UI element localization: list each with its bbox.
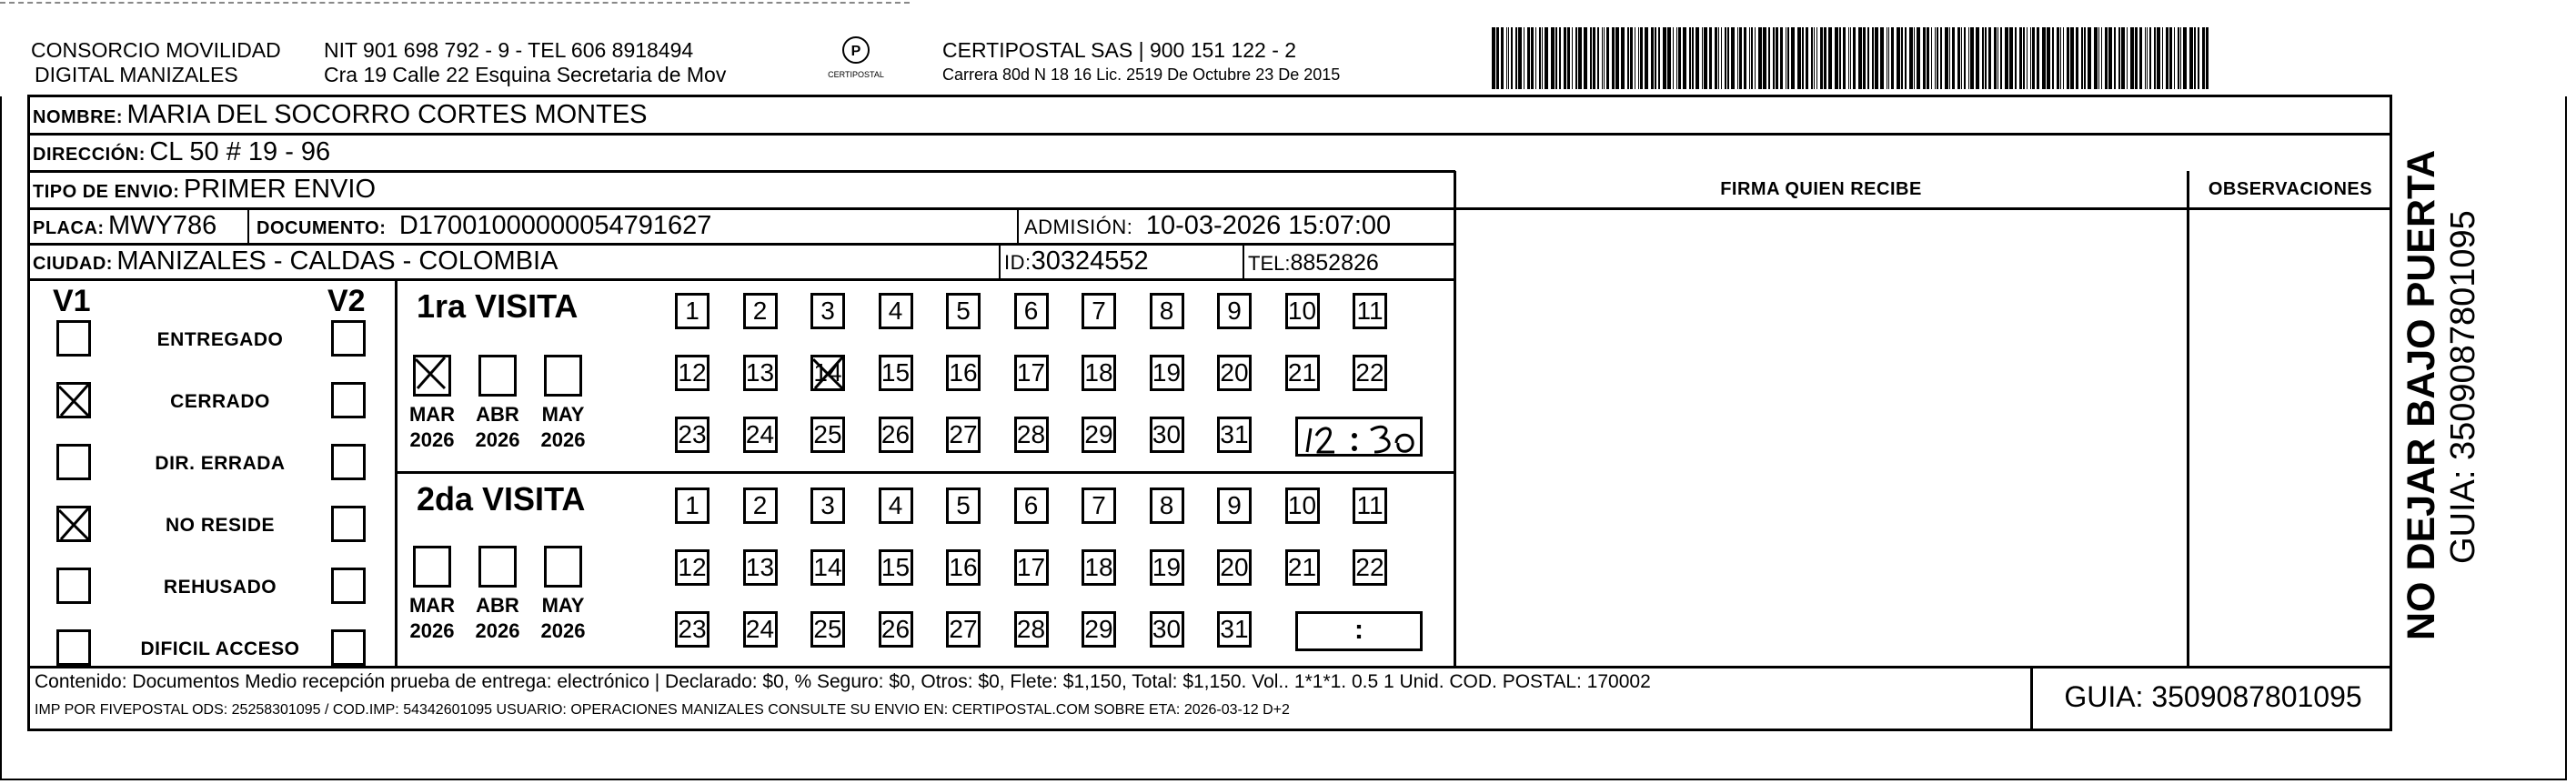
day-box[interactable]: 25 [810, 611, 845, 648]
day-box[interactable]: 6 [1014, 487, 1049, 524]
status-v2-checkbox[interactable] [331, 382, 366, 418]
status-label: CERRADO [170, 391, 270, 412]
status-v1-checkbox[interactable] [56, 568, 91, 604]
certipostal-logo [824, 35, 888, 79]
month-checkbox[interactable] [478, 546, 517, 588]
admision-label: ADMISIÓN: [1024, 216, 1133, 238]
status-label: REHUSADO [163, 577, 277, 598]
footer-guia: GUIA: 3509087801095 [2064, 680, 2362, 713]
nombre-label: NOMBRE: [33, 107, 124, 127]
tel-label: TEL: [1248, 252, 1291, 275]
tel-cell [1248, 250, 1379, 276]
status-label: ENTREGADO [156, 329, 284, 350]
status-v1-checkbox[interactable] [56, 444, 91, 480]
nombre-value: MARIA DEL SOCORRO CORTES MONTES [126, 100, 648, 129]
day-box[interactable]: 1 [675, 293, 709, 329]
day-box[interactable]: 13 [743, 549, 778, 586]
status-label: DIFICIL ACCESO [140, 638, 300, 659]
day-box[interactable]: 11 [1353, 293, 1387, 329]
svg-text:P: P [850, 44, 861, 59]
day-box[interactable]: 30 [1150, 611, 1184, 648]
day-box[interactable]: 31 [1217, 417, 1252, 453]
month-label: MAY [541, 403, 585, 426]
placa-label: PLACA: [33, 218, 105, 238]
day-box[interactable]: 20 [1217, 549, 1252, 586]
day-box[interactable]: 19 [1150, 549, 1184, 586]
check-mark-icon [55, 381, 92, 419]
id-value: 30324552 [1031, 246, 1149, 276]
first-visit-time-box[interactable] [1295, 417, 1423, 457]
footer-contenido: Contenido: Documentos Medio recepción prueba de entrega: electrónico | Declarado: $0, % Seguro: $0, Otros: $0, Flete: $1,150, Total: $1,150. Vol.. 1*1*1. 0.5 1 Unid. COD. POSTAL: 170002 [35, 671, 1651, 692]
day-box[interactable]: 22 [1353, 549, 1387, 586]
day-box[interactable]: 19 [1150, 355, 1184, 391]
day-box[interactable]: 23 [675, 611, 709, 648]
day-box[interactable]: 7 [1082, 487, 1116, 524]
status-v1-checkbox[interactable] [56, 382, 91, 418]
day-box[interactable]: 18 [1082, 549, 1116, 586]
documento-label: DOCUMENTO: [257, 218, 387, 238]
year-label: 2026 [540, 619, 586, 642]
day-box[interactable]: 15 [879, 549, 913, 586]
day-box[interactable]: 16 [946, 549, 981, 586]
day-box[interactable]: 1 [675, 487, 709, 524]
day-box[interactable]: 24 [743, 417, 778, 453]
day-box[interactable]: 5 [946, 293, 981, 329]
day-box[interactable]: 24 [743, 611, 778, 648]
tipo-label: TIPO DE ENVIO: [33, 182, 180, 202]
day-box[interactable]: 29 [1082, 611, 1116, 648]
check-mark-icon [810, 354, 846, 392]
company-contact [324, 38, 726, 87]
year-label: 2026 [409, 428, 455, 451]
status-label: DIR. ERRADA [155, 453, 286, 474]
second-visit-time-box[interactable] [1295, 611, 1423, 651]
day-box[interactable]: 21 [1285, 355, 1320, 391]
day-box[interactable]: 27 [946, 611, 981, 648]
day-box[interactable]: 15 [879, 355, 913, 391]
day-box[interactable]: 5 [946, 487, 981, 524]
admision-cell [1024, 211, 1391, 241]
day-box[interactable]: 14 [810, 355, 845, 391]
day-box[interactable]: 27 [946, 417, 981, 453]
month-checkbox[interactable] [544, 546, 582, 588]
status-v2-checkbox[interactable] [331, 629, 366, 666]
month-checkbox[interactable] [478, 355, 517, 397]
company-line-1: CONSORCIO MOVILIDAD [31, 38, 281, 62]
day-box[interactable]: 31 [1217, 611, 1252, 648]
month-checkbox[interactable] [413, 546, 451, 588]
firma-header: FIRMA QUIEN RECIBE [1720, 179, 1922, 199]
day-box[interactable]: 14 [810, 549, 845, 586]
carrier-line-2: Carrera 80d N 18 16 Lic. 2519 De Octubre 23 De 2015 [942, 65, 1341, 84]
day-box[interactable]: 3 [810, 487, 845, 524]
day-box[interactable]: 2 [743, 293, 778, 329]
status-v1-checkbox[interactable] [56, 320, 91, 357]
status-label: NO RESIDE [165, 515, 276, 536]
day-box[interactable]: 13 [743, 355, 778, 391]
status-v1-checkbox[interactable] [56, 506, 91, 542]
observaciones-header: OBSERVACIONES [2208, 179, 2373, 199]
direccion-value: CL 50 # 19 - 96 [149, 137, 331, 166]
admision-value: 10-03-2026 15:07:00 [1145, 211, 1392, 240]
day-box[interactable]: 25 [810, 417, 845, 453]
v1-header: V1 [53, 284, 91, 318]
nombre-row [33, 100, 648, 130]
carrier-info [942, 38, 1340, 86]
status-v2-checkbox[interactable] [331, 320, 366, 357]
day-box[interactable]: 17 [1014, 355, 1049, 391]
ciudad-label: CIUDAD: [33, 254, 113, 274]
month-label: MAR [408, 403, 456, 426]
side-warning: NO DEJAR BAJO PUERTA [2400, 149, 2443, 640]
month-checkbox[interactable] [544, 355, 582, 397]
company-name [31, 38, 281, 87]
day-box[interactable]: 4 [879, 293, 913, 329]
cut-line [0, 2, 910, 4]
day-box[interactable]: 2 [743, 487, 778, 524]
footer-imp: IMP POR FIVEPOSTAL ODS: 25258301095 / COD.IMP: 54342601095 USUARIO: OPERACIONES MANIZALES CONSULTE SU ENVIO EN: CERTIPOSTAL.COM SOBRE ETA: 2026-03-12 D+2 [35, 702, 1290, 718]
status-v2-checkbox[interactable] [331, 444, 366, 480]
second-visit-time-value: : [1354, 615, 1363, 645]
month-label: MAR [408, 594, 456, 617]
day-box[interactable]: 6 [1014, 293, 1049, 329]
day-box[interactable]: 7 [1082, 293, 1116, 329]
day-box[interactable]: 21 [1285, 549, 1320, 586]
company-line-2: DIGITAL MANIZALES [35, 63, 238, 86]
day-box[interactable]: 26 [879, 611, 913, 648]
day-box[interactable]: 28 [1014, 417, 1049, 453]
ciudad-cell [33, 246, 558, 276]
placa-value: MWY786 [108, 211, 217, 240]
day-box[interactable]: 10 [1285, 293, 1320, 329]
v2-header: V2 [327, 284, 366, 318]
direccion-label: DIRECCIÓN: [33, 145, 146, 165]
year-label: 2026 [409, 619, 455, 642]
day-box[interactable]: 28 [1014, 611, 1049, 648]
status-v2-checkbox[interactable] [331, 506, 366, 542]
carrier-line-1: CERTIPOSTAL SAS | 900 151 122 - 2 [942, 38, 1297, 62]
month-label: ABR [476, 594, 519, 617]
second-visit-title: 2da VISITA [417, 480, 586, 518]
tipo-row [33, 175, 376, 205]
logo-text: CERTIPOSTAL [828, 70, 884, 79]
documento-cell [257, 211, 711, 241]
direccion-row [33, 137, 330, 167]
ciudad-value: MANIZALES - CALDAS - COLOMBIA [116, 246, 558, 276]
day-box[interactable]: 9 [1217, 487, 1252, 524]
month-checkbox[interactable] [413, 355, 451, 397]
id-cell [1004, 246, 1149, 276]
day-box[interactable]: 17 [1014, 549, 1049, 586]
day-box[interactable]: 12 [675, 355, 709, 391]
day-box[interactable]: 18 [1082, 355, 1116, 391]
day-box[interactable]: 29 [1082, 417, 1116, 453]
address-line: Cra 19 Calle 22 Esquina Secretaria de Mov [324, 63, 727, 86]
day-box[interactable]: 3 [810, 293, 845, 329]
handwritten-time [1298, 419, 1420, 456]
day-box[interactable]: 8 [1150, 487, 1184, 524]
day-box[interactable]: 10 [1285, 487, 1320, 524]
status-v2-checkbox[interactable] [331, 568, 366, 604]
placa-cell [33, 211, 216, 241]
status-v1-checkbox[interactable] [56, 629, 91, 666]
check-mark-icon [55, 505, 92, 543]
first-visit-title: 1ra VISITA [417, 287, 579, 325]
day-box[interactable]: 30 [1150, 417, 1184, 453]
month-label: ABR [476, 403, 519, 426]
side-guia: GUIA: 3509087801095 [2444, 210, 2482, 564]
year-label: 2026 [475, 619, 520, 642]
check-mark-icon [412, 354, 448, 392]
month-label: MAY [541, 594, 585, 617]
day-box[interactable]: 20 [1217, 355, 1252, 391]
year-label: 2026 [540, 428, 586, 451]
tel-value: 8852826 [1290, 250, 1379, 276]
day-box[interactable]: 9 [1217, 293, 1252, 329]
logo-icon [840, 35, 871, 65]
year-label: 2026 [475, 428, 520, 451]
nit-line: NIT 901 698 792 - 9 - TEL 606 8918494 [324, 38, 694, 62]
barcode [1492, 27, 2219, 91]
day-box[interactable]: 11 [1353, 487, 1387, 524]
day-box[interactable]: 22 [1353, 355, 1387, 391]
day-box[interactable]: 4 [879, 487, 913, 524]
id-label: ID: [1004, 251, 1031, 274]
tipo-value: PRIMER ENVIO [183, 175, 377, 204]
documento-value: D17001000000054791627 [398, 211, 712, 240]
day-box[interactable]: 26 [879, 417, 913, 453]
day-box[interactable]: 12 [675, 549, 709, 586]
day-box[interactable]: 16 [946, 355, 981, 391]
day-box[interactable]: 8 [1150, 293, 1184, 329]
day-box[interactable]: 23 [675, 417, 709, 453]
